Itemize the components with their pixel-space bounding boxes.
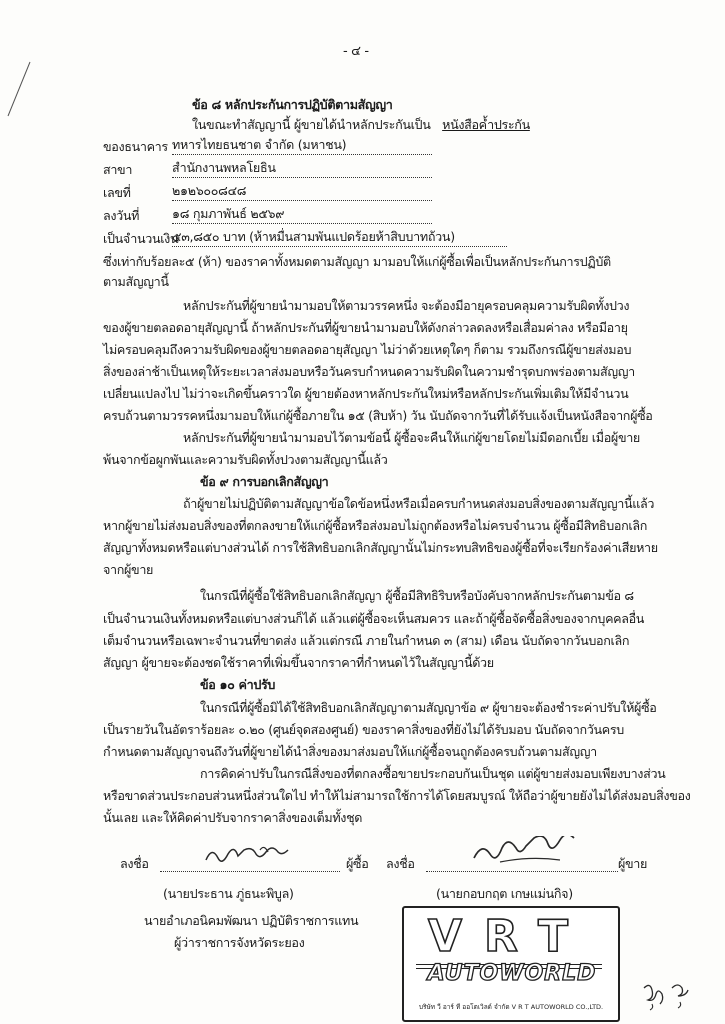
section10-line: ในกรณีที่ผู้ซื้อมิได้ใช้สิทธิบอกเลิกสัญญาตามสัญญาข้อ ๙ ผู้ขายจะต้องชำระค่าปรับให้ผู้ซื้อ <box>200 700 657 715</box>
section8-line: ไม่ครอบคลุมถึงความรับผิดของผู้ขายตลอดอายุสัญญา ไม่ว่าด้วยเหตุใดๆ ก็ตาม รวมถึงกรณีผู้ขายส่งมอบ <box>103 342 632 357</box>
section8-intro-text: ในขณะทำสัญญานี้ ผู้ขายได้นำหลักประกันเป็น <box>192 117 431 132</box>
section10-line: นั้นเลย และให้คิดค่าปรับจากราคาสิ่งของเต็มทั้งชุด <box>103 810 363 825</box>
section9-line: ในกรณีที่ผู้ซื้อใช้สิทธิบอกเลิกสัญญา ผู้ซื้อมีสิทธิริบหรือบังคับจากหลักประกันตามข้อ ๘ <box>200 588 634 603</box>
field-label-number: เลขที่ <box>103 185 131 200</box>
section8-line: พ้นจากข้อผูกพันและความรับผิดทั้งปวงตามสัญญานี้แล้ว <box>103 452 388 467</box>
section9-line: สัญญาทั้งหมดหรือแต่บางส่วนได้ การใช้สิทธิบอกเลิกสัญญานั้นไม่กระทบสิทธิของผู้ซื้อที่จะเรียกร้องค่าเสียหาย <box>103 540 658 555</box>
company-stamp <box>402 906 620 1022</box>
stamp-caption: บริษัท วี อาร์ ที ออโตเวิลด์ จำกัด V R T AUTOWORLD CO.,LTD. <box>418 1003 604 1011</box>
section8-heading: ข้อ ๘ หลักประกันการปฏิบัติตามสัญญา <box>192 97 393 112</box>
buyer-signature-scribble <box>200 842 300 870</box>
buyer-role-label: ผู้ซื้อ <box>346 856 369 871</box>
buyer-title-line-1: นายอำเภอนิคมพัฒนา ปฏิบัติราชการแทน <box>144 913 359 928</box>
section9-line: เต็มจำนวนหรือเฉพาะจำนวนที่ขาดส่ง แล้วแต่กรณี ภายในกำหนด ๓ (สาม) เดือน นับถัดจากวันบอกเลิก <box>103 633 630 648</box>
field-label-date: ลงวันที่ <box>103 208 140 223</box>
section8-line: เปลี่ยนแปลงไป ไม่ว่าจะเกิดขึ้นคราวใด ผู้ขายต้องหาหลักประกันใหม่หรือหลักประกันเพิ่มเติมให้มีจำนวน <box>103 386 629 401</box>
section8-line: ซึ่งเท่ากับร้อยละ๕ (ห้า) ของราคาทั้งหมดตามสัญญา มามอบให้แก่ผู้ซื้อเพื่อเป็นหลักประกันการปฏิบัติ <box>103 254 611 269</box>
stamp-logo-autoworld: AUTOWORLD <box>427 961 597 986</box>
section9-line: สัญญา ผู้ขายจะต้องชดใช้ราคาที่เพิ่มขึ้นจากราคาที่กำหนดไว้ในสัญญานี้ด้วย <box>103 655 494 670</box>
field-value-branch: สำนักงานพหลโยธิน <box>172 160 432 178</box>
section8-line: ตามสัญญานี้ <box>103 274 169 289</box>
section9-line: เป็นจำนวนเงินทั้งหมดหรือแต่บางส่วนก็ได้ แล้วแต่ผู้ซื้อจะเห็นสมควร และถ้าผู้ซื้อจัดซื้อสิ่งของจากบุคคลอื่น <box>103 611 645 626</box>
section8-line: สิ่งของล่าช้าเป็นเหตุให้ระยะเวลาส่งมอบหรือวันครบกำหนดความรับผิดในความชำรุดบกพร่องตามสัญญา <box>103 364 635 379</box>
section9-line: จากผู้ขาย <box>103 562 154 577</box>
seller-role-label: ผู้ขาย <box>618 856 648 871</box>
section9-heading: ข้อ ๙ การบอกเลิกสัญญา <box>200 474 329 489</box>
field-label-amount: เป็นจำนวนเงิน <box>103 231 179 246</box>
field-value-bank: ทหารไทยธนชาต จำกัด (มหาชน) <box>172 137 432 155</box>
seller-signature-scribble <box>470 836 580 868</box>
corner-initials <box>640 978 704 1014</box>
section8-line: ครบถ้วนตามวรรคหนึ่งมามอบให้แก่ผู้ซื้อภายใน ๑๕ (สิบห้า) วัน นับถัดจากวันที่ได้รับแจ้งเป็นหนังสือจากผู้ซื้อ <box>103 408 653 423</box>
field-value-number: ๒๑๒๖๐๐๘๔๘ <box>172 183 432 201</box>
section10-line: การคิดค่าปรับในกรณีสิ่งของที่ตกลงซื้อขายประกอบกันเป็นชุด แต่ผู้ขายส่งมอบเพียงบางส่วน <box>200 766 666 781</box>
field-value-amount: ๕๓,๘๕๐ บาท (ห้าหมื่นสามพันแปดร้อยห้าสิบบาทถ้วน) <box>172 229 507 247</box>
seller-sign-label: ลงชื่อ <box>386 856 415 871</box>
buyer-title-line-2: ผู้ว่าราชการจังหวัดระยอง <box>174 935 305 950</box>
buyer-name: (นายประธาน ภู่ธนะพิบูล) <box>163 886 294 901</box>
page-number: - ๔ - <box>343 44 369 59</box>
field-label-branch: สาขา <box>103 162 133 177</box>
field-value-date: ๑๘ กุมภาพันธ์ ๒๕๖๙ <box>172 206 432 224</box>
section8-line: หลักประกันที่ผู้ขายนำมามอบไว้ตามข้อนี้ ผู้ซื้อจะคืนให้แก่ผู้ขายโดยไม่มีดอกเบี้ย เมื่อผู้ขาย <box>183 430 640 445</box>
scan-mark <box>0 60 40 120</box>
buyer-sign-label: ลงชื่อ <box>120 856 149 871</box>
section8-line: หลักประกันที่ผู้ขายนำมามอบให้ตามวรรคหนึ่ง จะต้องมีอายุครอบคลุมความรับผิดทั้งปวง <box>183 298 630 313</box>
section10-line: กำหนดตามสัญญาจนถึงวันที่ผู้ขายได้นำสิ่งของมาส่งมอบให้แก่ผู้ซื้อจนถูกต้องครบถ้วนตามสัญญา <box>103 744 597 759</box>
seller-name: (นายกอบกฤต เกษแม่นกิจ) <box>436 886 573 901</box>
section8-line: ของผู้ขายตลอดอายุสัญญานี้ ถ้าหลักประกันที่ผู้ขายนำมามอบให้ดังกล่าวลดลงหรือเสื่อมค่าลง หรือมีอายุ <box>103 320 628 335</box>
section9-line: ถ้าผู้ขายไม่ปฏิบัติตามสัญญาข้อใดข้อหนึ่งหรือเมื่อครบกำหนดส่งมอบสิ่งของตามสัญญานี้แล้ว <box>183 496 655 511</box>
section9-line: หากผู้ขายไม่ส่งมอบสิ่งของที่ตกลงขายให้แก่ผู้ซื้อหรือส่งมอบไม่ถูกต้องหรือไม่ครบจำนวน ผู้ซื้อมีสิทธิบอกเลิก <box>103 518 647 533</box>
stamp-logo-vrt: VRT <box>428 911 590 962</box>
guarantee-type: หนังสือค้ำประกัน <box>442 117 530 132</box>
section10-heading: ข้อ ๑๐ ค่าปรับ <box>200 677 276 692</box>
section8-intro <box>192 117 530 133</box>
section10-line: เป็นรายวันในอัตราร้อยละ ๐.๒๐ (ศูนย์จุดสองศูนย์) ของราคาสิ่งของที่ยังไม่ได้รับมอบ นับถัดจากวันครบ <box>103 722 624 737</box>
section10-line: หรือขาดส่วนประกอบส่วนหนึ่งส่วนใดไป ทำให้ไม่สามารถใช้การได้โดยสมบูรณ์ ให้ถือว่าผู้ขายยังไม่ได้ส่งมอบสิ่งของ <box>103 788 691 803</box>
field-label-bank: ของธนาคาร <box>103 139 168 154</box>
